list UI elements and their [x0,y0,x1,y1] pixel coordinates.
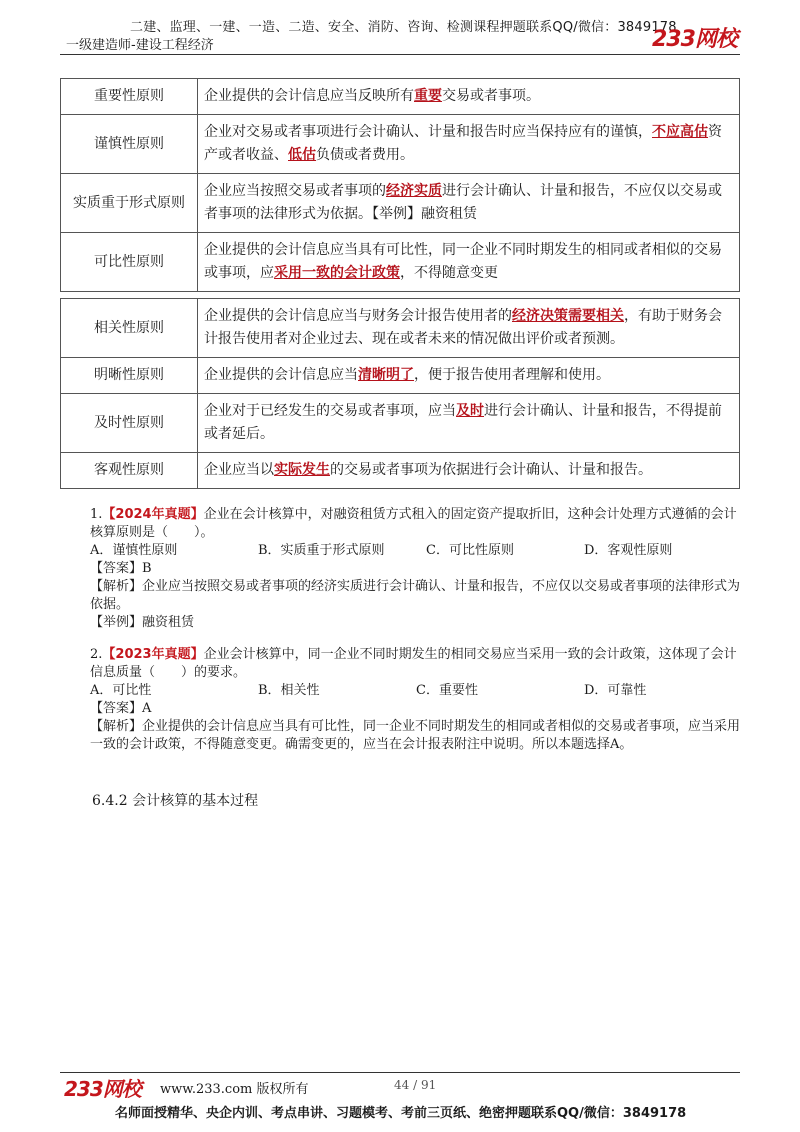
table-row [61,79,740,115]
table-row [61,174,740,233]
principle-name: 及时性原则 [61,394,198,453]
highlight-text: 清晰明了 [358,367,414,383]
question-stem: 2.【2023年真题】企业会计核算中，同一企业不同时期发生的相同交易应当采用一致的会计政策，这体现了会计信息质量（ ）的要求。 [90,647,737,680]
option-c: C．可比性原则 [426,543,514,558]
footer-logo: 233网校 [64,1077,141,1101]
table-row [61,299,740,358]
option-a: A．谨慎性原则 [90,543,178,558]
principle-name: 可比性原则 [61,233,198,292]
answer: 【答案】B [90,561,152,576]
highlight-text: 低估 [288,147,316,163]
question-1 [80,506,740,632]
page-number: 44 / 91 [394,1078,437,1092]
exam-year-tag: 【2024年真题】 [102,507,204,522]
example: 【举例】融资租赁 [90,615,195,630]
principle-desc: 企业对交易或者事项进行会计确认、计量和报告时应当保持应有的谨慎，不应高估资产或者收益、低估负债或者费用。 [198,115,740,174]
header-logo: 233网校 [652,27,737,52]
option-a: A．可比性 [90,683,152,698]
option-c: C．重要性 [416,683,478,698]
analysis: 【解析】企业提供的会计信息应当具有可比性，同一企业不同时期发生的相同或者相似的交易或者事项，应当采用一致的会计政策，不得随意变更。确需变更的，应当在会计报表附注中说明。所以本题选择A。 [90,719,741,752]
highlight-text: 经济决策需要相关 [512,308,624,324]
principle-desc: 企业提供的会计信息应当与财务会计报告使用者的经济决策需要相关，有助于财务会计报告使用者对企业过去、现在或者未来的情况做出评价或者预测。 [198,299,740,358]
principle-name: 重要性原则 [61,79,198,115]
principle-desc: 企业提供的会计信息应当清晰明了，便于报告使用者理解和使用。 [198,358,740,394]
option-b: B．相关性 [258,683,320,698]
principle-desc: 企业应当按照交易或者事项的经济实质进行会计确认、计量和报告，不应仅以交易或者事项的法律形式为依据。【举例】融资租赁 [198,174,740,233]
option-b: B．实质重于形式原则 [258,543,385,558]
highlight-text: 及时 [456,403,484,419]
principle-name: 谨慎性原则 [61,115,198,174]
option-d: D．可靠性 [584,683,647,698]
analysis: 【解析】企业应当按照交易或者事项的经济实质进行会计确认、计量和报告，不应仅以交易或者事项的法律形式为依据。 [90,579,741,612]
question-stem: 1.【2024年真题】企业在会计核算中，对融资租赁方式租入的固定资产提取折旧，这种会计处理方式遵循的会计核算原则是（ ）。 [90,507,737,540]
principle-desc: 企业应当以实际发生的交易或者事项为依据进行会计确认、计量和报告。 [198,453,740,489]
highlight-text: 采用一致的会计政策 [274,265,400,281]
principles-table-1 [60,78,740,292]
footer-copyright: www.233.com 版权所有 [160,1082,309,1097]
principle-name: 实质重于形式原则 [61,174,198,233]
option-d: D．客观性原则 [584,543,673,558]
question-options [80,682,740,700]
table-row [61,453,740,489]
footer-divider [60,1072,740,1073]
header-course-title: 一级建造师-建设工程经济 [66,38,214,53]
principle-name: 明晰性原则 [61,358,198,394]
principle-name: 客观性原则 [61,453,198,489]
section-title: 6.4.2 会计核算的基本过程 [92,793,259,809]
answer: 【答案】A [90,701,152,716]
table-row [61,115,740,174]
highlight-text: 不应高估 [652,124,708,140]
highlight-text: 实际发生 [274,462,330,478]
table-row [61,394,740,453]
highlight-text: 经济实质 [386,183,442,199]
header-divider [60,54,740,55]
table-row [61,358,740,394]
question-2 [80,646,740,754]
principles-table-2 [60,298,740,489]
highlight-text: 重要 [414,88,442,104]
principle-name: 相关性原则 [61,299,198,358]
header-contact-line: 二建、监理、一建、一造、二造、安全、消防、咨询、检测课程押题联系QQ/微信：3849178 [130,20,677,35]
question-options [80,542,740,560]
principle-desc: 企业提供的会计信息应当具有可比性，同一企业不同时期发生的相同或者相似的交易或事项，应采用一致的会计政策，不得随意变更 [198,233,740,292]
table-row [61,233,740,292]
principle-desc: 企业对于已经发生的交易或者事项，应当及时进行会计确认、计量和报告，不得提前或者延后。 [198,394,740,453]
principle-desc: 企业提供的会计信息应当反映所有重要交易或者事项。 [198,79,740,115]
footer-contact-line: 名师面授精华、央企内训、考点串讲、习题模考、考前三页纸、绝密押题联系QQ/微信：3849178 [115,1106,687,1121]
exam-year-tag: 【2023年真题】 [102,647,204,662]
